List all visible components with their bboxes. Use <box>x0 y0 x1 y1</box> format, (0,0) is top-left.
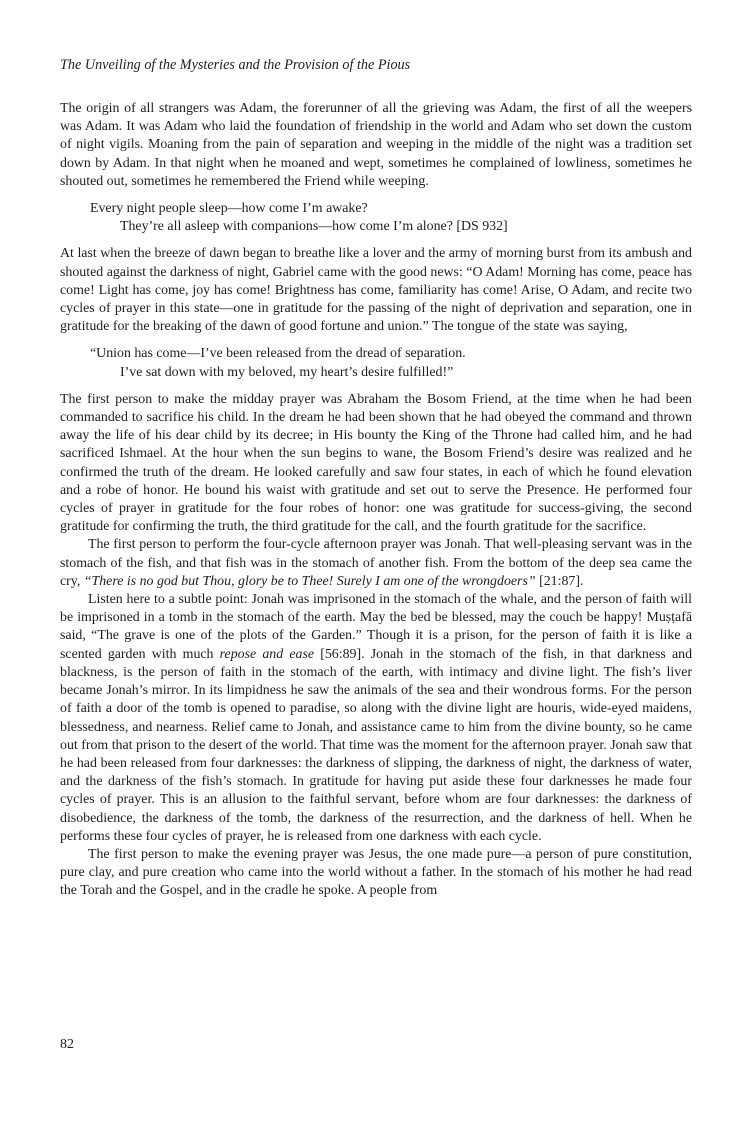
paragraph-midday-prayer: The first person to make the midday prayer was Abraham the Bosom Friend, at the time when he had been commanded to sacrifice his child. In the dream he had been shown that he had obeyed the command and thrown away the life of his dear child by its decree; in His bounty the King of the Throne had called him, and he had sacrificed Ishmael. At the hour when the sun begins to wane, the Bosom Friend’s desire was realized and he confirmed the truth of the dream. He looked carefully and saw four states, in each of which he found elevation and a robe of honor. He bound his waist with gratitude and set out to serve the Presence. He performed four cycles of prayer in gratitude for the four robes of honor: one was gratitude for success-giving, the second gratitude for confirming the truth, the third gratitude for the call, and the fourth gratitude for the sacrifice. <box>60 391 692 535</box>
verse-line: Every night people sleep—how come I’m awake? <box>90 201 368 217</box>
paragraph-afternoon-prayer <box>60 536 692 591</box>
verse-line: They’re all asleep with companions—how come I’m alone? [DS 932] <box>120 219 508 235</box>
running-header: The Unveiling of the Mysteries and the Provision of the Pious <box>60 57 411 73</box>
text-segment: [56:89]. Jonah in the stomach of the fish, in that darkness and blackness, is the person of faith in the stomach of the earth, with intimacy and divine light. The fish’s liver became Jonah’s mirror. In its limpidness he saw the animals of the sea and their wondrous forms. For the person of faith a door of the tomb is opened to paradise, so along with the divine light are houris, wide-eyed maidens, blessedness, and nearness. Relief came to Jonah, and assistance came to him from the divine bounty, so he came out from that prison to the desert of the world. That time was the moment for the afternoon prayer. Jonah saw that he had been released from four darknesses: the darkness of slipping, the darkness of night, the darkness of water, and the darkness of the fish’s stomach. In gratitude for having put aside these four darknesses he made four cycles of prayer. This is an allusion to the faithful servant, before whom are four darknesses: the darkness of disobedience, the darkness of the tomb, the darkness of the resurrection, and the darkness of hell. When he performs these four cycles of prayer, he is released from one darkness with each cycle. <box>60 646 693 844</box>
quran-quote-italic: repose and ease <box>219 646 315 662</box>
verse-every-night <box>60 200 692 236</box>
text-segment: [21:87]. <box>535 573 584 589</box>
paragraph-evening-prayer: The first person to make the evening prayer was Jesus, the one made pure—a person of pure constitution, pure clay, and pure creation who came into the world without a father. In the stomach of his mother he had read the Torah and the Gospel, and in the cradle he spoke. A people from <box>60 846 692 899</box>
page-number: 82 <box>60 1037 74 1052</box>
quran-quote-italic: “There is no god but Thou, glory be to Thee! Surely I am one of the wrongdoers” <box>83 573 536 589</box>
paragraph-subtle-point <box>60 591 692 846</box>
text-segment: Listen here to a subtle point: Jonah was imprisoned in the stomach of the whale, and the person of faith will be imprisoned in a tomb in the stomach of the earth. May the bed be blessed, may the couch be happy! Muṣṭafā said, “The grave is one of the plots of the Garden.” Though it is a prison, for the person of faith it is like a scented garden with much <box>60 592 692 662</box>
paragraph-adam-origin: The origin of all strangers was Adam, the forerunner of all the grieving was Adam, the first of all the weepers was Adam. It was Adam who laid the foundation of friendship in the world and Adam who set down the custom of night vigils. Moaning from the pain of separation and weeping in the middle of the night was a tradition set down by Adam. In that night when he moaned and wept, sometimes he complained of lowliness, sometimes he shouted out, sometimes he remembered the Friend while weeping. <box>60 101 692 189</box>
verse-union-has-come <box>60 345 692 381</box>
verse-line: I’ve sat down with my beloved, my heart’s desire fulfilled!” <box>120 364 454 380</box>
text-segment: The first person to perform the four-cycle afternoon prayer was Jonah. That well-pleasing servant was in the stomach of the fish, and that fish was in the stomach of another fish. From the bottom of the deep sea came the cry, <box>60 537 692 589</box>
verse-line: “Union has come—I’ve been released from the dread of separation. <box>90 346 466 362</box>
text-block <box>60 56 692 901</box>
paragraph-breeze-of-dawn: At last when the breeze of dawn began to breathe like a lover and the army of morning burst from its ambush and shouted against the darkness of night, Gabriel came with the good news: “O Adam! Morning has come, peace has come! Light has come, joy has come! Brightness has come, familiarity has come! Arise, O Adam, and recite two cycles of prayer in this state—one in gratitude for the passing of the night of deprivation and separation, one in gratitude for the breaking of the dawn of good fortune and union.” The tongue of the state was saying, <box>60 246 692 335</box>
